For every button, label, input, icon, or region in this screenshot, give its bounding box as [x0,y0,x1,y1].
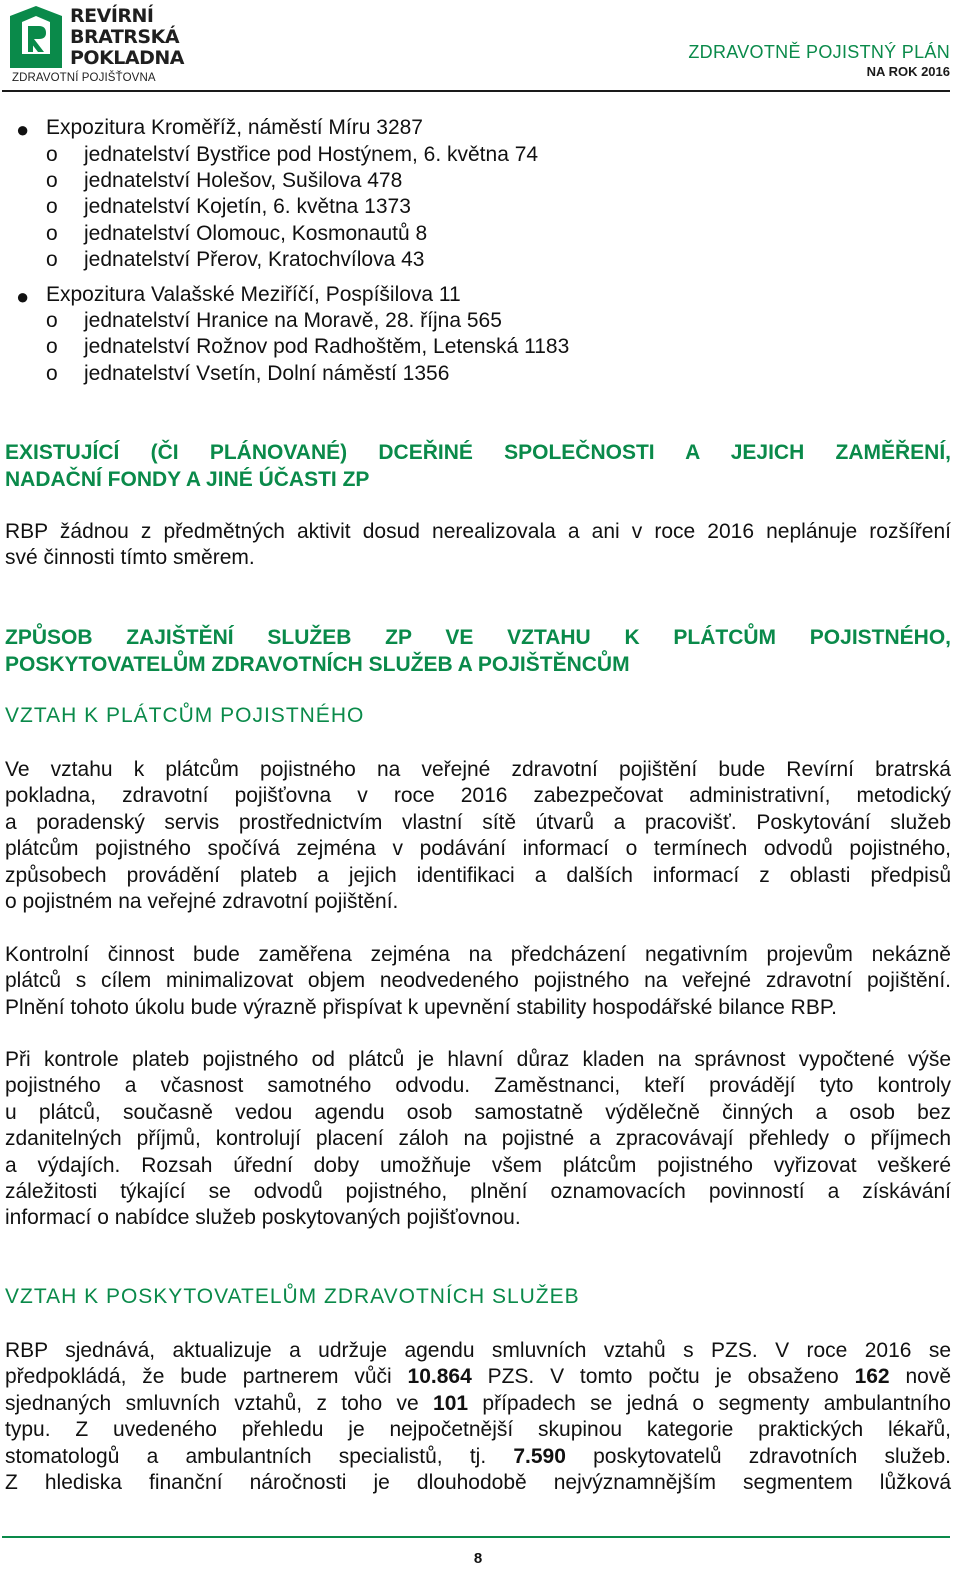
text-line: své činnosti tímto směrem. [5,546,255,570]
provider-count: 10.864 [407,1365,472,1389]
text-line [5,1417,951,1443]
sub-bullet-icon: o [46,309,58,332]
branch-label: jednatelství Vsetín, Dolní náměstí 1356 [84,362,450,385]
plan-title: ZDRAVOTNĚ POJISTNÝ PLÁN [688,42,950,62]
sub-bullet-icon: o [46,195,58,218]
office-label: Expozitura Valašské Meziříčí, Pospíšilova 11 [46,283,461,306]
logo-subtitle: ZDRAVOTNÍ POJIŠŤOVNA [12,72,156,84]
text-segment: nově [889,1365,951,1389]
page-header [0,0,960,92]
paragraph-providers [5,1338,951,1496]
text-line: způsobech provádění plateb a jejich identifikaci a dalších informací z oblasti předpisů [5,863,951,887]
list-item-branch [46,143,539,167]
header-divider [2,90,950,92]
text-segment: typu. Z uvedeného přehledu je nejpočetnější skupinou kategorie praktických lékařů, [5,1418,951,1442]
text-line: RBP žádnou z předmětných aktivit dosud nerealizovala a ani v roce 2016 neplánuje rozšíření [5,520,951,543]
subheading-providers: VZTAH K POSKYTOVATELŮM ZDRAVOTNÍCH SLUŽEB [5,1285,580,1308]
branch-label: jednatelství Olomouc, Kosmonautů 8 [84,222,428,245]
heading-line: EXISTUJÍCÍ (ČI PLÁNOVANÉ) DCEŘINÉ SPOLEČNOSTI A JEJICH ZAMĚŘENÍ, [5,441,951,464]
text-line: Kontrolní činnost bude zaměřena zejména na předcházení negativním projevům nekázně [5,943,951,966]
text-segment: poskytovatelů zdravotních služeb. [565,1444,951,1468]
text-segment: stomatologů a ambulantních specialistů, tj. [5,1444,514,1468]
list-item-branch [46,248,425,272]
sub-bullet-icon: o [46,362,58,385]
subheading-payers: VZTAH K PLÁTCŮM POJISTNÉHO [5,704,365,727]
list-item-branch [46,309,502,333]
list-item-branch [46,222,428,246]
logo-line: BRATRSKÁ [70,26,180,48]
footer-divider [2,1536,950,1538]
text-segment: RBP sjednává, aktualizuje a udržuje agendu smluvních vztahů s PZS. V roce 2016 se [5,1339,951,1362]
text-line: pokladna, zdravotní pojišťovna v roce 2016 zabezpečovat administrativní, metodický [5,784,951,808]
text-line: u plátců, současně vedou agendu osob samostatně výdělečně činných a osob bez [5,1100,951,1124]
rbp-emblem-icon [6,4,66,70]
heading-line: NADAČNÍ FONDY A JINÉ ÚČASTI ZP [5,468,370,491]
paragraph-subsidiaries [5,519,951,572]
paragraph-payers-2 [5,942,951,1021]
sub-bullet-icon: o [46,335,58,358]
text-line: zdanitelných příjmů, kontrolují placení záloh na pojistné a zpracovávají přehledy o příjmech [5,1127,951,1151]
text-line: a výdajích. Rozsah úřední doby umožňuje všem plátcům pojistného vyřizovat veškeré [5,1153,951,1177]
heading-line: POSKYTOVATELŮM ZDRAVOTNÍCH SLUŽEB A POJIŠTĚNCŮM [5,653,630,676]
text-segment: předpokládá, že bude partnerem vůči [5,1365,408,1389]
text-line: o pojistném na veřejné zdravotní pojištění. [5,889,399,913]
text-line: záležitosti týkající se odvodů pojistného, plnění oznamovacích povinností a získávání [5,1179,951,1203]
paragraph-payers-3 [5,1047,951,1232]
list-item-office [16,116,423,142]
sub-bullet-icon: o [46,248,58,271]
text-line [5,1391,951,1417]
text-line: plátcům pojistného spočívá zejména v podávání informací o termínech odvodů pojistného, [5,837,951,861]
sub-bullet-icon: o [46,169,58,192]
branch-label: jednatelství Holešov, Sušilova 478 [84,169,403,192]
new-contracts-count: 162 [854,1365,890,1389]
rbp-logo [6,4,184,88]
list-item-branch [46,362,450,386]
plan-year: NA ROK 2016 [866,64,950,79]
section-heading-subsidiaries [5,439,951,493]
branch-label: jednatelství Hranice na Moravě, 28. října 565 [84,309,502,332]
text-line [5,1444,951,1470]
text-line: pojistného a včasnost samotného odvodu. Zaměstnanci, kteří provádějí tyto kontroly [5,1074,951,1098]
section-heading-services [5,624,951,678]
practitioner-count: 7.590 [513,1444,566,1468]
list-item-branch [46,169,403,193]
office-label: Expozitura Kroměříž, náměstí Míru 3287 [46,116,423,139]
text-segment: sjednaných smluvních vztahů, z toho ve [5,1391,434,1415]
text-line: a poradenský servis prostřednictvím vlastní sítě útvarů a pracovišť. Poskytování služeb [5,810,951,834]
heading-line: ZPŮSOB ZAJIŠTĚNÍ SLUŽEB ZP VE VZTAHU K PLÁTCŮM POJISTNÉHO, [5,626,951,649]
bullet-icon: ● [16,117,30,142]
text-line: Ve vztahu k plátcům pojistného na veřejné zdravotní pojištění bude Revírní bratrská [5,758,951,781]
text-line [5,1338,951,1364]
list-item-branch [46,335,570,359]
text-line [5,1364,951,1390]
logo-wordmark [70,6,184,69]
text-segment: případech se jedná o segmenty ambulantního [468,1391,951,1415]
ambulant-count: 101 [433,1391,469,1415]
text-line: Plnění tohoto úkolu bude výrazně přispívat k upevnění stability hospodářské bilance RBP. [5,995,837,1019]
sub-bullet-icon: o [46,143,58,166]
logo-line: POKLADNA [70,47,184,69]
list-item-office [16,283,461,309]
bullet-icon: ● [16,284,30,309]
paragraph-payers-1 [5,757,951,915]
sub-bullet-icon: o [46,222,58,245]
logo-line: REVÍRNÍ [70,5,154,27]
branch-label: jednatelství Rožnov pod Radhoštěm, Letenská 1183 [84,335,570,358]
text-segment: PZS. V tomto počtu je obsaženo [471,1365,855,1389]
text-line: plátců s cílem minimalizovat objem neodvedeného pojistného na veřejné zdravotní pojištění. [5,969,951,993]
branch-label: jednatelství Přerov, Kratochvílova 43 [84,248,425,271]
text-line [5,1470,951,1496]
text-line: Při kontrole plateb pojistného od plátců je hlavní důraz kladen na správnost vypočtené výše [5,1048,951,1071]
text-segment: Z hlediska finanční náročnosti je dlouhodobě nejvýznamnějším segmentem lůžková [5,1470,951,1494]
page-number: 8 [473,1550,483,1567]
text-line: informací o nabídce služeb poskytovaných pojišťovnou. [5,1206,521,1230]
branch-label: jednatelství Kojetín, 6. května 1373 [84,195,411,218]
branch-label: jednatelství Bystřice pod Hostýnem, 6. května 74 [84,143,539,166]
list-item-branch [46,195,411,219]
